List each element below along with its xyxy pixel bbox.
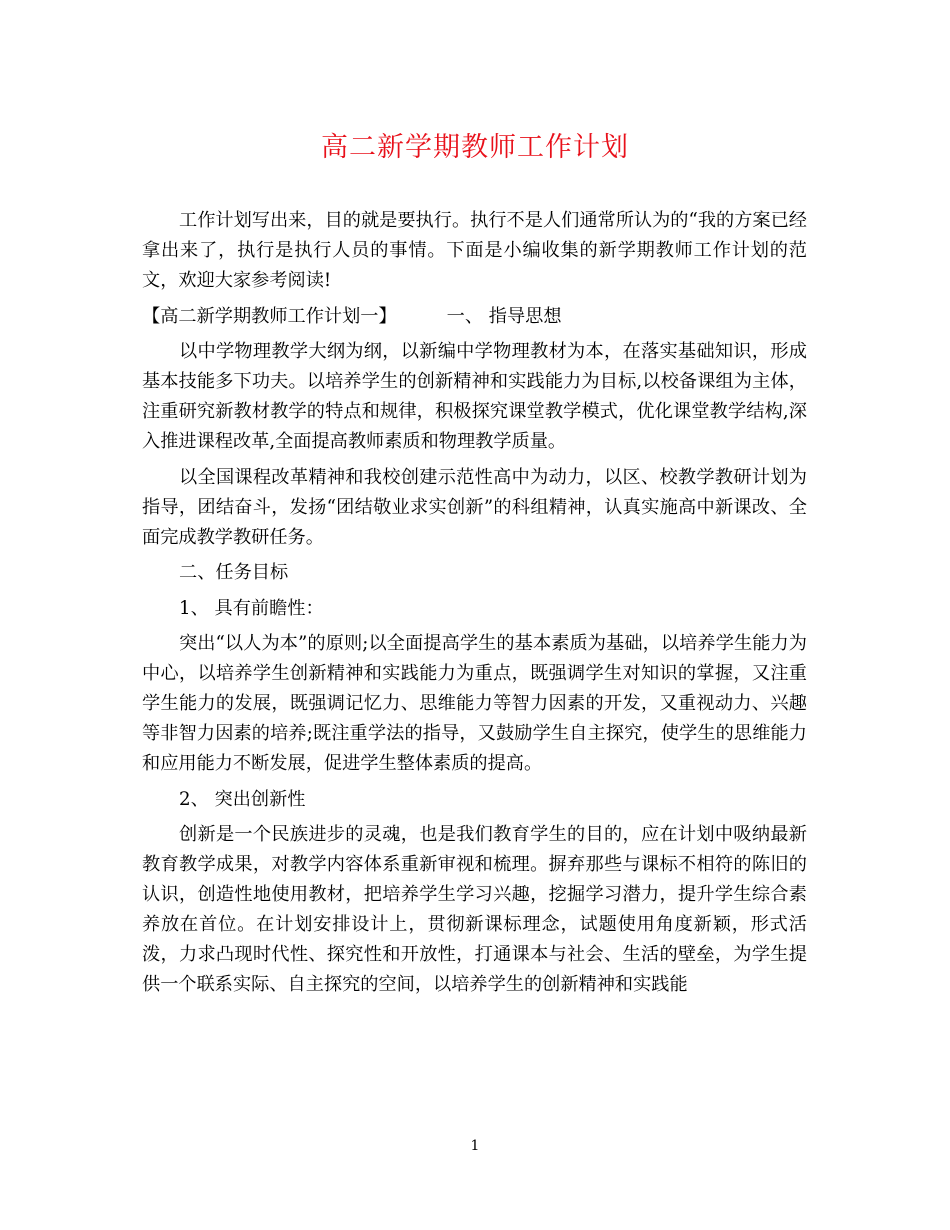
section-heading: 一、 指导思想 <box>446 305 562 327</box>
heading-forward-looking: 1、 具有前瞻性： <box>179 597 324 619</box>
plan-label: 【高二新学期教师工作计划一】 <box>142 305 397 327</box>
page-number: 1 <box>470 1138 480 1154</box>
paragraph-forward-looking: 突出“以人为本”的原则;以全面提高学生的基本素质为基础，以培养学生能力为中心，以培养学生创新精神和实践能力为重点，既强调学生对知识的掌握，又注重学生能力的发展，既强调记忆力、思维能力等智力因素的开发，又重视动力、兴趣等非智力因素的培养;既注重学法的指导，又鼓励学生自主探究，使学生的思维能力和应用能力不断发展，促进学生整体素质的提高。 <box>142 633 807 774</box>
heading-innovation: 2、 突出创新性 <box>179 788 306 810</box>
section-heading-line <box>142 302 807 332</box>
paragraph-guiding-1: 以中学物理教学大纲为纲，以新编中学物理教材为本，在落实基础知识，形成基本技能多下功夫。以培养学生的创新精神和实践能力为目标,以校备课组为主体，注重研究新教材教学的特点和规律，积极探究课堂教学模式，优化课堂教学结构,深入推进课程改革,全面提高教师素质和物理教学质量。 <box>142 341 807 452</box>
document-body <box>142 206 807 1006</box>
paragraph-intro: 工作计划写出来，目的就是要执行。执行不是人们通常所认为的“我的方案已经拿出来了，执行是执行人员的事情。下面是小编收集的新学期教师工作计划的范文，欢迎大家参考阅读! <box>142 210 807 291</box>
page-title: 高二新学期教师工作计划 <box>321 132 629 163</box>
heading-task-goals: 二、任务目标 <box>179 562 289 583</box>
paragraph-innovation: 创新是一个民族进步的灵魂，也是我们教育学生的目的，应在计划中吸纳最新教育教学成果，对教学内容体系重新审视和梳理。摒弃那些与课标不相符的陈旧的认识，创造性地使用教材，把培养学生学习兴趣，挖掘学习潜力，提升学生综合素养放在首位。在计划安排设计上，贯彻新课标理念，试题使用角度新颖，形式活泼，力求凸现时代性、探究性和开放性，打通课本与社会、生活的壁垒，为学生提供一个联系实际、自主探究的空间，以培养学生的创新精神和实践能 <box>142 824 807 995</box>
paragraph-guiding-2: 以全国课程改革精神和我校创建示范性高中为动力，以区、校教学教研计划为指导，团结奋斗，发扬“团结敬业求实创新”的科组精神，认真实施高中新课改、全面完成教学教研任务。 <box>142 466 807 548</box>
